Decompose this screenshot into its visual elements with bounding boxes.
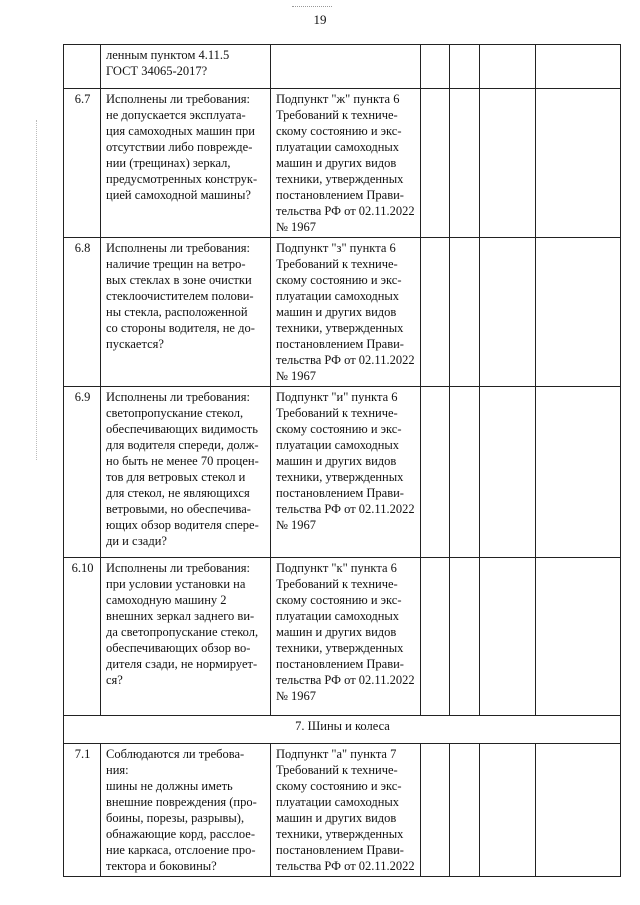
table-row bbox=[64, 744, 621, 877]
legal-reference: Подпункт "а" пункта 7 Требований к техниче- скому состоянию и экс- плуатации самоходных машин и других видов техники, утвержденных постановлением Прави- тельства РФ от 02.11.2022 bbox=[271, 744, 421, 877]
answer-cell-yes bbox=[421, 45, 450, 89]
page-number: 19 bbox=[313, 12, 327, 27]
requirement-question: Исполнены ли требования: при условии установки на самоходную машину 2 внешних зеркал заднего ви- да светопропускание стекол, обеспечивающих обзор во- дителя сзади, не нормирует- ся? bbox=[101, 558, 271, 716]
answer-cell-na bbox=[480, 89, 536, 238]
notes-cell bbox=[536, 387, 621, 558]
table-row bbox=[64, 238, 621, 387]
requirement-question: ленным пунктом 4.11.5 ГОСТ 34065-2017? bbox=[101, 45, 271, 89]
requirement-question: Исполнены ли требования: светопропускание стекол, обеспечивающих видимость для водителя спереди, долж- но быть не менее 70 процен- тов для ветровых стекол и для стекол, не являющихся ветровыми, но обеспечива- ющих обзор водителя спере- ди и сзади? bbox=[101, 387, 271, 558]
answer-cell-no bbox=[450, 89, 480, 238]
row-number: 6.9 bbox=[64, 387, 101, 558]
notes-cell bbox=[536, 744, 621, 877]
section-row bbox=[64, 716, 621, 744]
answer-cell-no bbox=[450, 744, 480, 877]
row-number: 6.7 bbox=[64, 89, 101, 238]
scan-artifact bbox=[292, 0, 332, 7]
answer-cell-na bbox=[480, 238, 536, 387]
table-row bbox=[64, 45, 621, 89]
notes-cell bbox=[536, 238, 621, 387]
answer-cell-na bbox=[480, 744, 536, 877]
legal-reference bbox=[271, 45, 421, 89]
requirement-question: Исполнены ли требования: наличие трещин на ветро- вых стеклах в зоне очистки стеклоочистителем полови- ны стекла, расположенной со стороны водителя, не до- пускается? bbox=[101, 238, 271, 387]
answer-cell-no bbox=[450, 45, 480, 89]
notes-cell bbox=[536, 45, 621, 89]
legal-reference: Подпункт "з" пункта 6 Требований к техниче- скому состоянию и экс- плуатации самоходных машин и других видов техники, утвержденных постановлением Прави- тельства РФ от 02.11.2022 № 1967 bbox=[271, 238, 421, 387]
table-row bbox=[64, 387, 621, 558]
row-number: 6.8 bbox=[64, 238, 101, 387]
scan-margin-dots bbox=[36, 120, 38, 460]
answer-cell-na bbox=[480, 558, 536, 716]
answer-cell-no bbox=[450, 238, 480, 387]
table-row bbox=[64, 89, 621, 238]
answer-cell-no bbox=[450, 558, 480, 716]
answer-cell-yes bbox=[421, 238, 450, 387]
answer-cell-na bbox=[480, 387, 536, 558]
section-title: 7. Шины и колеса bbox=[64, 716, 621, 744]
legal-reference: Подпункт "и" пункта 6 Требований к техниче- скому состоянию и экс- плуатации самоходных машин и других видов техники, утвержденных постановлением Прави- тельства РФ от 02.11.2022 № 1967 bbox=[271, 387, 421, 558]
legal-reference: Подпункт "ж" пункта 6 Требований к техниче- скому состоянию и экс- плуатации самоходных машин и других видов техники, утвержденных постановлением Прави- тельства РФ от 02.11.2022 № 1967 bbox=[271, 89, 421, 238]
answer-cell-yes bbox=[421, 387, 450, 558]
table-row bbox=[64, 558, 621, 716]
legal-reference: Подпункт "к" пункта 6 Требований к техниче- скому состоянию и экс- плуатации самоходных машин и других видов техники, утвержденных постановлением Прави- тельства РФ от 02.11.2022 № 1967 bbox=[271, 558, 421, 716]
row-number: 6.10 bbox=[64, 558, 101, 716]
row-number bbox=[64, 45, 101, 89]
checklist-table bbox=[63, 44, 621, 877]
notes-cell bbox=[536, 558, 621, 716]
row-number: 7.1 bbox=[64, 744, 101, 877]
answer-cell-yes bbox=[421, 89, 450, 238]
answer-cell-yes bbox=[421, 558, 450, 716]
notes-cell bbox=[536, 89, 621, 238]
answer-cell-no bbox=[450, 387, 480, 558]
requirement-question: Соблюдаются ли требова- ния: шины не должны иметь внешние повреждения (про- боины, порезы, разрывы), обнажающие корд, расслое- ние каркаса, отслоение про- тектора и боковины? bbox=[101, 744, 271, 877]
answer-cell-na bbox=[480, 45, 536, 89]
answer-cell-yes bbox=[421, 744, 450, 877]
requirement-question: Исполнены ли требования: не допускается эксплуата- ция самоходных машин при отсутствии либо поврежде- нии (трещинах) зеркал, предусмотренных конструк- цией самоходной машины? bbox=[101, 89, 271, 238]
